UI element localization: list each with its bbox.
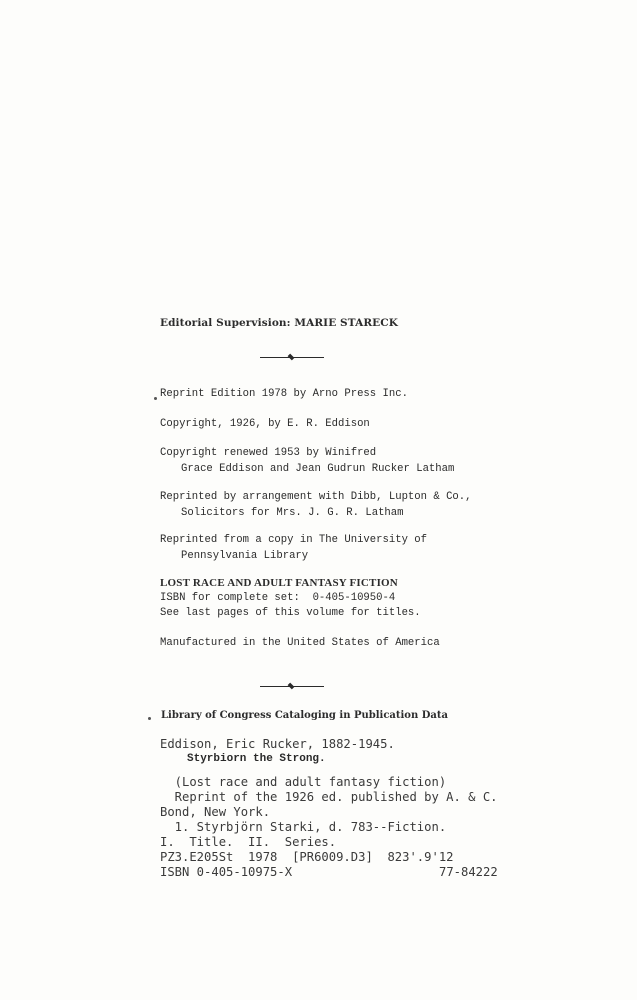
ornament-divider-top	[260, 354, 324, 360]
ornament-divider-bottom	[260, 683, 324, 689]
reprint-edition-line: Reprint Edition 1978 by Arno Press Inc.	[160, 388, 408, 400]
cip-line-classification: PZ3.E205St 1978 [PR6009.D3] 823'.9'12	[160, 850, 454, 864]
cip-heading: Library of Congress Cataloging in Publication Data	[161, 710, 448, 721]
cip-author: Eddison, Eric Rucker, 1882-1945.	[160, 737, 395, 751]
copyright-renewed-block	[160, 446, 454, 477]
renewed-line-2: Grace Eddison and Jean Gudrun Rucker Latham	[181, 462, 455, 475]
arrangement-line-2: Solicitors for Mrs. J. G. R. Latham	[181, 506, 404, 519]
from-copy-line-2: Pennsylvania Library	[181, 549, 309, 562]
see-last-pages: See last pages of this volume for titles.	[160, 607, 421, 619]
cip-line-publisher: Bond, New York.	[160, 805, 271, 819]
arrangement-block	[160, 490, 472, 521]
renewed-line-1: Copyright renewed 1953 by Winifred	[160, 447, 377, 459]
series-title: LOST RACE AND ADULT FANTASY FICTION	[160, 577, 398, 589]
cip-line-title-series: I. Title. II. Series.	[160, 835, 337, 849]
ornament-diamond-icon	[288, 683, 295, 690]
cip-line-reprint: Reprint of the 1926 ed. published by A. & C.	[160, 790, 498, 804]
cip-line-subject: 1. Styrbjörn Starki, d. 783--Fiction.	[160, 820, 447, 834]
cip-lccn: 77-84222	[439, 865, 498, 879]
arrangement-line-1: Reprinted by arrangement with Dibb, Lupton & Co.,	[160, 491, 472, 503]
editorial-supervision: Editorial Supervision: MARIE STARECK	[160, 317, 398, 329]
manufactured-line: Manufactured in the United States of America	[160, 637, 440, 649]
reprinted-from-block	[160, 533, 427, 564]
ornament-diamond-icon	[288, 354, 295, 361]
isbn-complete-set: ISBN for complete set: 0-405-10950-4	[160, 592, 396, 604]
stray-mark	[148, 717, 151, 720]
cip-title: Styrbiorn the Strong.	[187, 753, 326, 765]
cip-line-isbn: ISBN 0-405-10975-X	[160, 865, 293, 879]
from-copy-line-1: Reprinted from a copy in The University of	[160, 534, 428, 546]
copyright-line: Copyright, 1926, by E. R. Eddison	[160, 418, 370, 430]
cip-line-series: (Lost race and adult fantasy fiction)	[160, 775, 447, 789]
stray-mark	[154, 397, 157, 400]
